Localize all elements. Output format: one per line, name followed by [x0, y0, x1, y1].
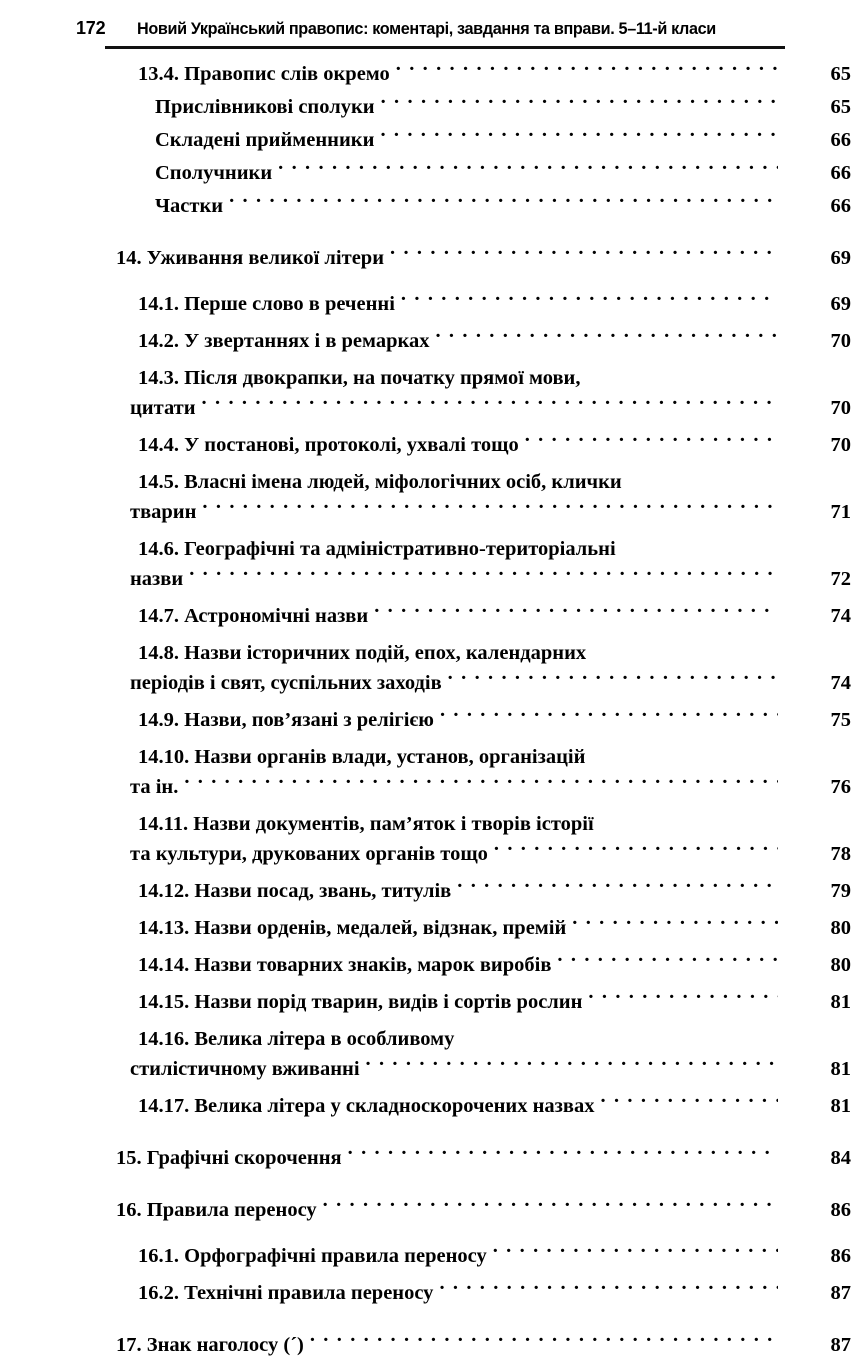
- dot-leader: [396, 60, 778, 81]
- toc-entry[interactable]: [0, 125, 851, 155]
- dot-leader: [184, 773, 778, 794]
- toc-entry-spacer: [0, 1225, 851, 1241]
- toc-entry-title: 16.2. Технічні правила переносу: [138, 1282, 434, 1304]
- dot-leader: [435, 327, 778, 348]
- toc-entry-title: періодів і свят, суспільних заходів: [130, 672, 442, 694]
- toc-entry-spacer: [0, 869, 851, 876]
- toc-entry-line: [130, 839, 851, 869]
- toc-entry-page-number: 70: [830, 434, 851, 456]
- dot-leader: [278, 159, 778, 180]
- toc-entry-line: [138, 1091, 851, 1121]
- toc-entry-spacer: [0, 1271, 851, 1278]
- toc-entry-title-line: 14.16. Велика літера в особливому: [138, 1028, 455, 1050]
- toc-entry[interactable]: [0, 191, 851, 221]
- toc-entry-spacer: [0, 356, 851, 363]
- toc-entry-page-number: 87: [830, 1282, 851, 1304]
- toc-entry-spacer: [0, 423, 851, 430]
- toc-entry[interactable]: [0, 1091, 851, 1121]
- dot-leader: [381, 93, 778, 114]
- dot-leader: [601, 1092, 779, 1113]
- toc-entry-title: тварин: [130, 501, 197, 523]
- toc-entry-spacer: [0, 631, 851, 638]
- toc-entry-line: [138, 705, 851, 735]
- toc-entry-page-number: 81: [830, 1095, 851, 1117]
- toc-entry-spacer: [0, 1017, 851, 1024]
- toc-entry-line: [155, 191, 851, 221]
- toc-entry-page-number: 66: [830, 162, 851, 184]
- toc-entry-spacer: [0, 1173, 851, 1195]
- toc-entry-line: [138, 430, 851, 460]
- dot-leader: [202, 394, 778, 415]
- toc-entry[interactable]: [0, 243, 851, 273]
- toc-entry-title-line: 14.5. Власні імена людей, міфологічних осіб, клички: [138, 471, 622, 493]
- toc-entry-page-number: 65: [830, 96, 851, 118]
- toc-entry[interactable]: [0, 59, 851, 89]
- dot-leader: [202, 498, 778, 519]
- toc-entry-line: [130, 668, 851, 698]
- toc-entry-spacer: [0, 1084, 851, 1091]
- toc-entry-title-line: 14.10. Назви органів влади, установ, організацій: [138, 746, 586, 768]
- toc-entry-spacer: [0, 460, 851, 467]
- toc-entry-line: [138, 289, 851, 319]
- dot-leader: [390, 244, 778, 265]
- toc-entry[interactable]: [0, 876, 851, 906]
- toc-entry-page-number: 86: [830, 1199, 851, 1221]
- toc-entry-spacer: [0, 594, 851, 601]
- dot-leader: [493, 1242, 778, 1263]
- toc-entry[interactable]: [0, 326, 851, 356]
- toc-entry-spacer: [0, 943, 851, 950]
- toc-entry-line: [138, 1241, 851, 1271]
- toc-entry-title: назви: [130, 568, 184, 590]
- toc-entry-title: 14.4. У постанові, протоколі, ухвалі тощо: [138, 434, 519, 456]
- toc-entry-line: [138, 59, 851, 89]
- toc-entry[interactable]: [0, 1195, 851, 1225]
- dot-leader: [374, 602, 778, 623]
- toc-entry-title: 17. Знак наголосу (´): [116, 1334, 304, 1356]
- toc-entry-title: та ін.: [130, 776, 179, 798]
- toc-entry-page-number: 75: [830, 709, 851, 731]
- toc-entry[interactable]: [0, 92, 851, 122]
- dot-leader: [380, 126, 778, 147]
- toc-entry[interactable]: [0, 1143, 851, 1173]
- toc-entry-spacer: [0, 221, 851, 243]
- toc-entry-page-number: 80: [830, 917, 851, 939]
- toc-entry-line: [138, 987, 851, 1017]
- toc-entry-title: Сполучники: [155, 162, 273, 184]
- toc-entry[interactable]: [0, 950, 851, 980]
- toc-entry-line: [138, 913, 851, 943]
- toc-entry-line: [116, 1330, 851, 1360]
- toc-entry-title-line: 14.8. Назви історичних подій, епох, календарних: [138, 642, 587, 664]
- dot-leader: [323, 1196, 778, 1217]
- toc-entry-title-line: 14.6. Географічні та адміністративно-територіальні: [138, 538, 616, 560]
- toc-entry-title: цитати: [130, 397, 196, 419]
- toc-entry-spacer: [0, 906, 851, 913]
- toc-entry-page-number: 78: [830, 843, 851, 865]
- toc-entry-page-number: 69: [830, 293, 851, 315]
- toc-entry[interactable]: [0, 601, 851, 631]
- header-divider-rule: [105, 46, 785, 49]
- dot-leader: [525, 431, 778, 452]
- toc-entry-title: 14.14. Назви товарних знаків, марок виробів: [138, 954, 552, 976]
- toc-entry-line: [138, 601, 851, 631]
- toc-entry-line: [138, 1278, 851, 1308]
- toc-entry-page-number: 70: [830, 397, 851, 419]
- dot-leader: [494, 840, 778, 861]
- page-number-folio: 172: [76, 18, 106, 38]
- toc-entry-page-number: 84: [830, 1147, 851, 1169]
- toc-entry[interactable]: [0, 467, 851, 527]
- toc-entry-title: 15. Графічні скорочення: [116, 1147, 342, 1169]
- toc-entry-title: 14.17. Велика літера у складноскорочених назвах: [138, 1095, 595, 1117]
- toc-entry-title: 14.2. У звертаннях і в ремарках: [138, 330, 430, 352]
- toc-entry[interactable]: [0, 1278, 851, 1308]
- dot-leader: [189, 565, 778, 586]
- toc-entry-page-number: 70: [830, 330, 851, 352]
- dot-leader: [401, 290, 778, 311]
- dot-leader: [457, 877, 778, 898]
- dot-leader: [310, 1331, 778, 1352]
- toc-entry-line: [130, 393, 851, 423]
- toc-entry[interactable]: [0, 1330, 851, 1360]
- toc-entry-page-number: 74: [830, 672, 851, 694]
- dot-leader: [366, 1055, 778, 1076]
- dot-leader: [439, 1279, 778, 1300]
- toc-entry-page-number: 74: [830, 605, 851, 627]
- toc-entry-title: 13.4. Правопис слів окремо: [138, 63, 390, 85]
- dot-leader: [557, 951, 778, 972]
- toc-entry-page-number: 65: [830, 63, 851, 85]
- toc-entry[interactable]: [0, 363, 851, 423]
- toc-entry-page-number: 81: [830, 1058, 851, 1080]
- dot-leader: [440, 706, 778, 727]
- dot-leader: [348, 1144, 778, 1165]
- toc-entry-page-number: 72: [830, 568, 851, 590]
- running-head: [0, 0, 851, 50]
- toc-entry-title: Прислівникові сполуки: [155, 96, 375, 118]
- toc-entry-page-number: 66: [830, 129, 851, 151]
- toc-entry-page-number: 66: [830, 195, 851, 217]
- toc-entry-title: стилістичному вживанні: [130, 1058, 360, 1080]
- toc-entry-title: та культури, друкованих органів тощо: [130, 843, 488, 865]
- toc-entry[interactable]: [0, 158, 851, 188]
- toc-entry[interactable]: [0, 534, 851, 594]
- toc-entry-line: [116, 1195, 851, 1225]
- toc-entry[interactable]: [0, 987, 851, 1017]
- toc-entry-title: Складені прийменники: [155, 129, 375, 151]
- toc-entry-page-number: 81: [830, 991, 851, 1013]
- toc-entry-spacer: [0, 698, 851, 705]
- dot-leader: [588, 988, 778, 1009]
- toc-entry-line: [138, 950, 851, 980]
- toc-entry-spacer: [0, 735, 851, 742]
- toc-entry-page-number: 69: [830, 247, 851, 269]
- running-title: Новий Український правопис: коментарі, завдання та вправи. 5–11-й класи: [137, 20, 716, 38]
- toc-entry-title-line: 14.11. Назви документів, пам’яток і творів історії: [138, 813, 594, 835]
- toc-entry-line: [138, 876, 851, 906]
- toc-entry-spacer: [0, 980, 851, 987]
- toc-entry-page-number: 71: [830, 501, 851, 523]
- toc-entry-spacer: [0, 1308, 851, 1330]
- toc-entry-title: 14.12. Назви посад, звань, титулів: [138, 880, 452, 902]
- toc-entry-line: [155, 92, 851, 122]
- toc-entry[interactable]: [0, 705, 851, 735]
- toc-entry-line: [155, 125, 851, 155]
- toc-entry-spacer: [0, 527, 851, 534]
- toc-entry-line: [155, 158, 851, 188]
- toc-entry-line: [130, 564, 851, 594]
- toc-entry-title: 16.1. Орфографічні правила переносу: [138, 1245, 487, 1267]
- toc-entry-spacer: [0, 273, 851, 289]
- toc-entry-title: 14.7. Астрономічні назви: [138, 605, 369, 627]
- toc-entry-title: 16. Правила переносу: [116, 1199, 317, 1221]
- toc-entry-title-line: 14.3. Після двокрапки, на початку прямої мови,: [138, 367, 581, 389]
- toc-entry[interactable]: [0, 742, 851, 802]
- toc-entry[interactable]: [0, 1241, 851, 1271]
- dot-leader: [572, 914, 778, 935]
- toc-entry[interactable]: [0, 430, 851, 460]
- toc-entry-page-number: 80: [830, 954, 851, 976]
- dot-leader: [229, 192, 778, 213]
- toc-entry[interactable]: [0, 913, 851, 943]
- toc-entry-title: 14.1. Перше слово в реченні: [138, 293, 395, 315]
- toc-entry-title: 14.15. Назви порід тварин, видів і сортів рослин: [138, 991, 583, 1013]
- toc-entry[interactable]: [0, 809, 851, 869]
- toc-entry-spacer: [0, 1121, 851, 1143]
- toc-entry-spacer: [0, 319, 851, 326]
- toc-entry-line: [116, 1143, 851, 1173]
- toc-entry-line: [130, 772, 851, 802]
- toc-entry-title: Частки: [155, 195, 224, 217]
- toc-entry[interactable]: [0, 638, 851, 698]
- toc-entry-title: 14.13. Назви орденів, медалей, відзнак, премій: [138, 917, 567, 939]
- toc-entry-title: 14. Уживання великої літери: [116, 247, 385, 269]
- toc-entry-title: 14.9. Назви, пов’язані з релігією: [138, 709, 434, 731]
- toc-entry-spacer: [0, 802, 851, 809]
- toc-entry-page-number: 76: [830, 776, 851, 798]
- toc-entry-line: [116, 243, 851, 273]
- toc-entry-page-number: 87: [830, 1334, 851, 1356]
- toc-entry-line: [130, 1054, 851, 1084]
- toc-entry[interactable]: [0, 1024, 851, 1084]
- table-of-contents: [0, 59, 851, 1363]
- dot-leader: [448, 669, 778, 690]
- toc-entry-page-number: 79: [830, 880, 851, 902]
- toc-entry[interactable]: [0, 289, 851, 319]
- toc-entry-line: [138, 326, 851, 356]
- toc-entry-page-number: 86: [830, 1245, 851, 1267]
- toc-entry-line: [130, 497, 851, 527]
